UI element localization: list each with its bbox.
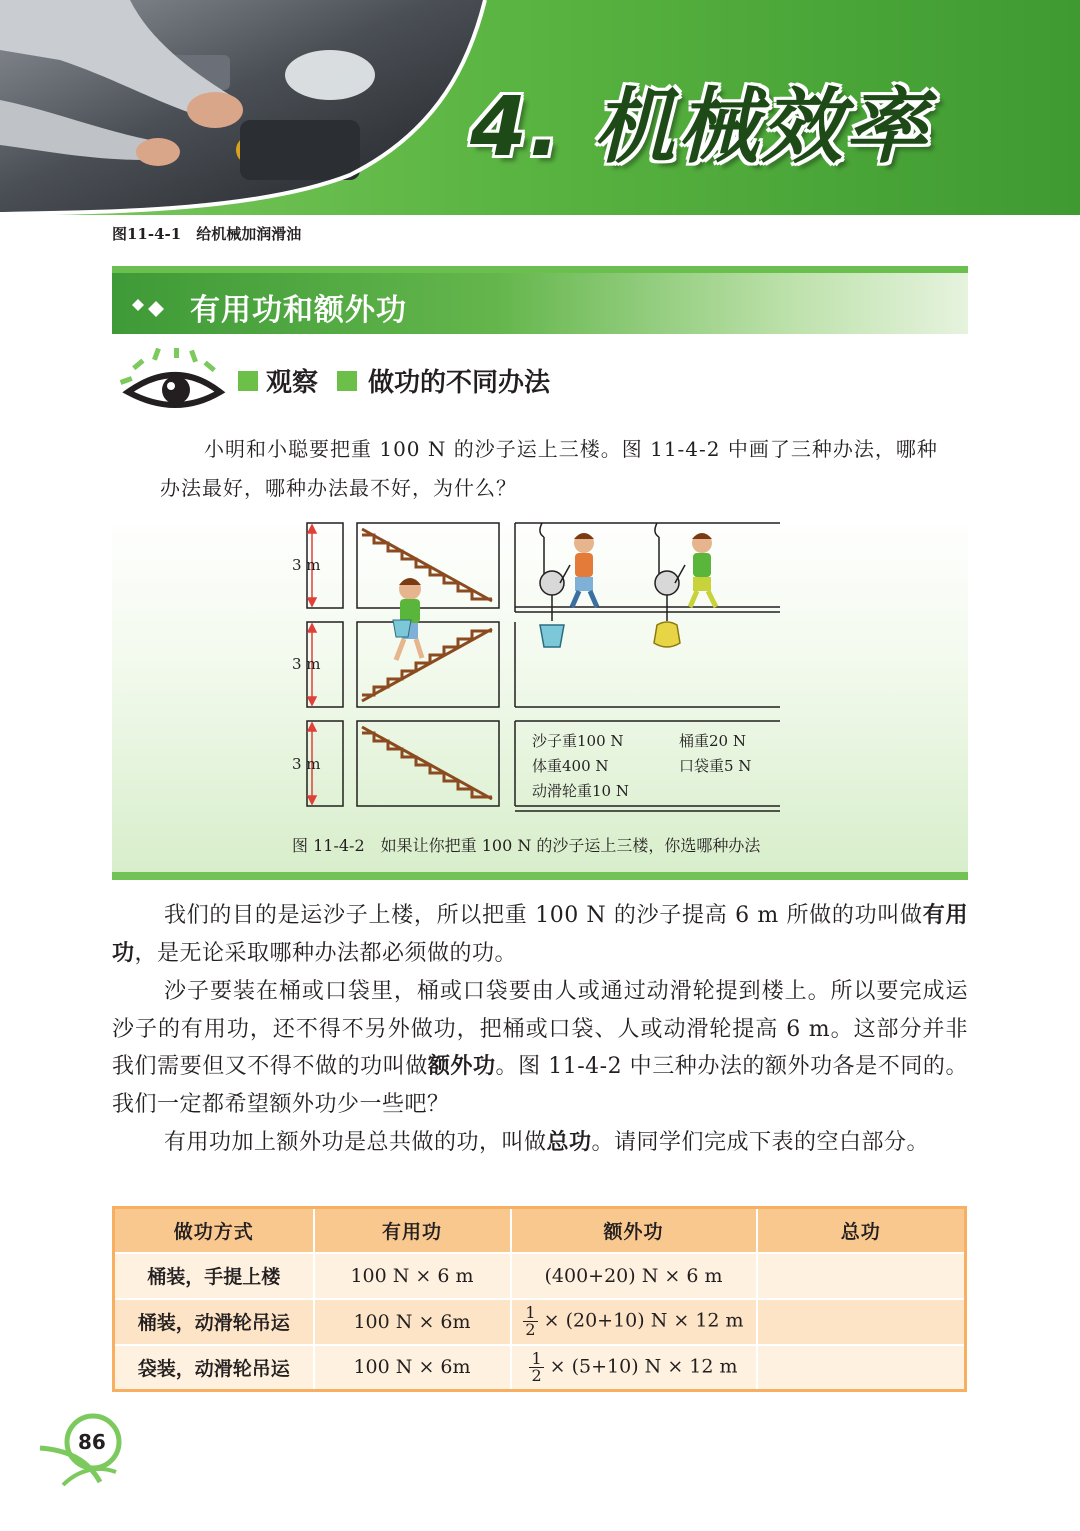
table-header-row	[114, 1208, 966, 1253]
paragraph-text: 。请同学们完成下表的空白部分。	[591, 1130, 930, 1155]
paragraph-text: 我们的目的是运沙子上楼，所以把重 100 N 的沙子提高 6 m 所做的功叫做	[164, 903, 923, 928]
green-square-marker	[238, 371, 258, 391]
paragraph-total-work	[112, 1124, 968, 1162]
column-header: 做功方式	[114, 1208, 314, 1253]
chapter-title: 4. 机械效率	[470, 80, 929, 175]
useful-work-cell: 100 N × 6 m	[314, 1253, 511, 1299]
diamond-bullet-icon	[130, 293, 170, 321]
paragraph-extra-work	[112, 973, 968, 1123]
observe-paragraph: 小明和小聪要把重 100 N 的沙子运上三楼。图 11-4-2 中画了三种办法，哪种办法最好，哪种办法最不好，为什么？	[160, 437, 938, 500]
column-header: 总功	[757, 1208, 966, 1253]
pulley-weight-label: 动滑轮重10 N	[532, 782, 629, 800]
term-extra-work: 额外功	[427, 1053, 496, 1080]
paragraph-text: 沙子要装在桶或口袋里，桶或口袋要由人或通过动滑轮提到楼上。所以要完成运沙子的有用功，还不得不另外做功，把桶或口袋、人或动滑轮提高 6 m。这部分并非我们需要但又不得不做的功叫做	[112, 979, 968, 1080]
column-header: 额外功	[511, 1208, 757, 1253]
extra-work-cell	[511, 1299, 757, 1345]
extra-work-expression: × (5+10) N × 12 m	[549, 1355, 738, 1378]
total-work-cell[interactable]	[757, 1253, 966, 1299]
total-work-cell[interactable]	[757, 1299, 966, 1345]
total-work-cell[interactable]	[757, 1345, 966, 1391]
extra-work-cell: (400+20) N × 6 m	[511, 1253, 757, 1299]
boy-carrying-bucket-figure	[393, 578, 422, 660]
fraction-one-half	[529, 1348, 543, 1385]
paragraph-text: ，是无论采取哪种办法都必须做的功。	[134, 940, 518, 966]
bag-weight-label: 口袋重5 N	[679, 757, 752, 775]
height-label: 3 m	[292, 755, 321, 773]
method-cell: 桶装，动滑轮吊运	[114, 1299, 314, 1345]
method-cell: 袋装，动滑轮吊运	[114, 1345, 314, 1391]
page-number: 86	[78, 1430, 106, 1454]
fraction-denominator: 2	[525, 1320, 536, 1339]
observe-label: 观察	[266, 368, 319, 398]
paragraph-useful-work	[112, 897, 968, 972]
chapter-header	[0, 0, 1080, 215]
boy-pulling-rope-figure-2	[690, 533, 716, 607]
term-useful-work: 有用功	[112, 902, 968, 966]
height-label: 3 m	[292, 556, 321, 574]
figure-caption-11-4-2: 图 11-4-2 如果让你把重 100 N 的沙子运上三楼，你选哪种办法	[292, 836, 761, 855]
section-title: 有用功和额外功	[190, 293, 407, 328]
extra-work-cell	[511, 1345, 757, 1391]
bucket-weight-label: 桶重20 N	[679, 732, 746, 750]
work-comparison-table	[112, 1206, 967, 1392]
column-header: 有用功	[314, 1208, 511, 1253]
bucket-icon	[540, 625, 564, 647]
extra-work-expression: × (20+10) N × 12 m	[543, 1309, 744, 1332]
useful-work-cell: 100 N × 6m	[314, 1299, 511, 1345]
method-cell: 桶装，手提上楼	[114, 1253, 314, 1299]
table-row	[114, 1253, 966, 1299]
body-weight-label: 体重400 N	[532, 757, 609, 775]
fraction-denominator: 2	[531, 1365, 542, 1385]
paragraph-text: 。图 11-4-2 中三种办法的额外功各是不同的。我们一定都希望额外功少一些吧？	[112, 1054, 968, 1117]
observe-subject: 做功的不同办法	[368, 368, 551, 398]
table-row	[114, 1345, 966, 1391]
boy-pulling-rope-figure-1	[572, 533, 597, 607]
fraction-numerator: 1	[525, 1303, 536, 1322]
green-square-marker	[337, 371, 357, 391]
table-row	[114, 1299, 966, 1345]
figure-caption-11-4-1: 图11-4-1 给机械加润滑油	[112, 225, 302, 243]
paragraph-text: 有用功加上额外功是总共做的功，叫做	[164, 1130, 547, 1155]
figure-11-4-2	[112, 515, 968, 880]
height-label: 3 m	[292, 655, 321, 673]
sand-weight-label: 沙子重100 N	[532, 732, 624, 750]
fraction-one-half	[523, 1305, 537, 1338]
bag-icon	[654, 622, 680, 647]
eye-icon	[116, 348, 228, 414]
section-heading-bar	[112, 266, 968, 334]
fraction-numerator: 1	[531, 1348, 542, 1368]
term-total-work: 总功	[546, 1129, 592, 1155]
useful-work-cell: 100 N × 6m	[314, 1345, 511, 1391]
